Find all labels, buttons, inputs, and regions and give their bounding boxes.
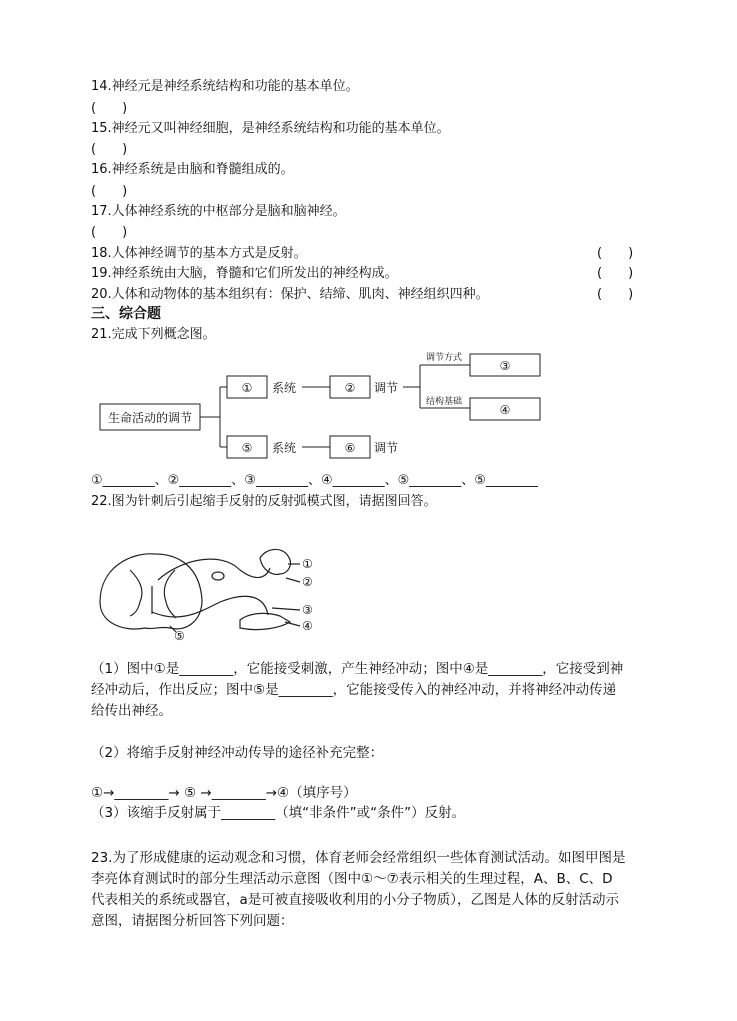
q15: 15.神经元又叫神经细胞，是神经系统结构和功能的基本单位。: [91, 121, 450, 136]
concept-map: [90, 346, 560, 466]
n5: ⑤: [241, 441, 253, 455]
afferent-nerve: [158, 559, 270, 580]
sys-2: 系统: [272, 441, 297, 455]
q14: 14.神经元是神经系统结构和功能的基本单位。: [91, 79, 359, 94]
q15-paren: ( ): [91, 142, 128, 157]
q22-part2: （2）将缩手反射神经冲动传导的途径补充完整：: [91, 745, 384, 761]
q22-part1: （1）图中①是________，它能接受刺激，产生神经冲动；图中④是________，它接受到神 经冲动后，作出反应；图中⑤是________，它能接受传入的神经冲动，并将神经冲动传递 给传出神经。: [91, 661, 624, 719]
skin-receptor: [260, 549, 290, 574]
root-label: 生命活动的调节: [107, 411, 193, 425]
spinal-cord-outline: [100, 554, 202, 629]
q17: 17.人体神经系统的中枢部分是脑和脑神经。: [91, 204, 346, 219]
fig-label-5: ⑤: [174, 629, 185, 643]
q18: 18.人体神经调节的基本方式是反射。: [91, 246, 307, 261]
n2: ②: [344, 381, 356, 395]
n4: ④: [499, 403, 511, 417]
fig-label-4: ④: [302, 619, 313, 633]
section-heading: 三、综合题: [91, 306, 161, 322]
q20: 20.人体和动物体的基本组织有：保护、结缔、肌肉、神经组织四种。: [91, 287, 489, 302]
q20-paren: ( ): [597, 287, 634, 302]
q22-path: ①→________→ ⑤ →________→④（填序号）: [91, 785, 357, 801]
muscle-effector: [240, 613, 290, 629]
ganglion: [212, 572, 224, 580]
reflex-arc-figure: [90, 540, 330, 645]
q14-paren: ( ): [91, 101, 128, 116]
sys-1: 系统: [272, 381, 297, 395]
q22-part3: （3）该缩手反射属于________（填“非条件”或“条件”）反射。: [91, 805, 466, 821]
efferent-nerve: [152, 596, 268, 617]
basis-label: 结构基础: [426, 397, 463, 407]
q18-paren: ( ): [597, 246, 634, 261]
n1: ①: [241, 381, 253, 395]
q16: 16.神经系统是由脑和脊髓组成的。: [91, 162, 294, 177]
q19-paren: ( ): [597, 266, 634, 281]
fig-label-2: ②: [302, 575, 313, 589]
fig-label-3: ③: [302, 603, 313, 617]
n6: ⑥: [344, 441, 356, 455]
mode-label: 调节方式: [426, 353, 463, 363]
q21-answers: ①________、②________、③________、④________、⑤________、⑤________: [91, 473, 538, 488]
q16-paren: ( ): [91, 184, 128, 199]
reg-2: 调节: [374, 441, 399, 455]
q21-title: 21.完成下列概念图。: [91, 327, 216, 342]
q17-paren: ( ): [91, 225, 128, 240]
q22-title: 22.图为针刺后引起缩手反射的反射弧模式图，请据图回答。: [91, 494, 437, 509]
q19: 19.神经系统由大脑，脊髓和它们所发出的神经构成。: [91, 266, 398, 281]
reg-1: 调节: [374, 381, 399, 395]
fig-label-1: ①: [302, 557, 313, 571]
n3: ③: [499, 359, 511, 373]
q23: 23.为了形成健康的运动观念和习惯，体育老师会经常组织一些体育测试活动。如图甲图是 李亮体育测试时的部分生理活动示意图（图中①～⑦表示相关的生理过程，A、B、C、D 代表相关的系统或器官，a是可被直接吸收利用的小分子物质），乙图是人体的反射活动示 意图，请据图分析回答下列问题：: [91, 850, 626, 929]
